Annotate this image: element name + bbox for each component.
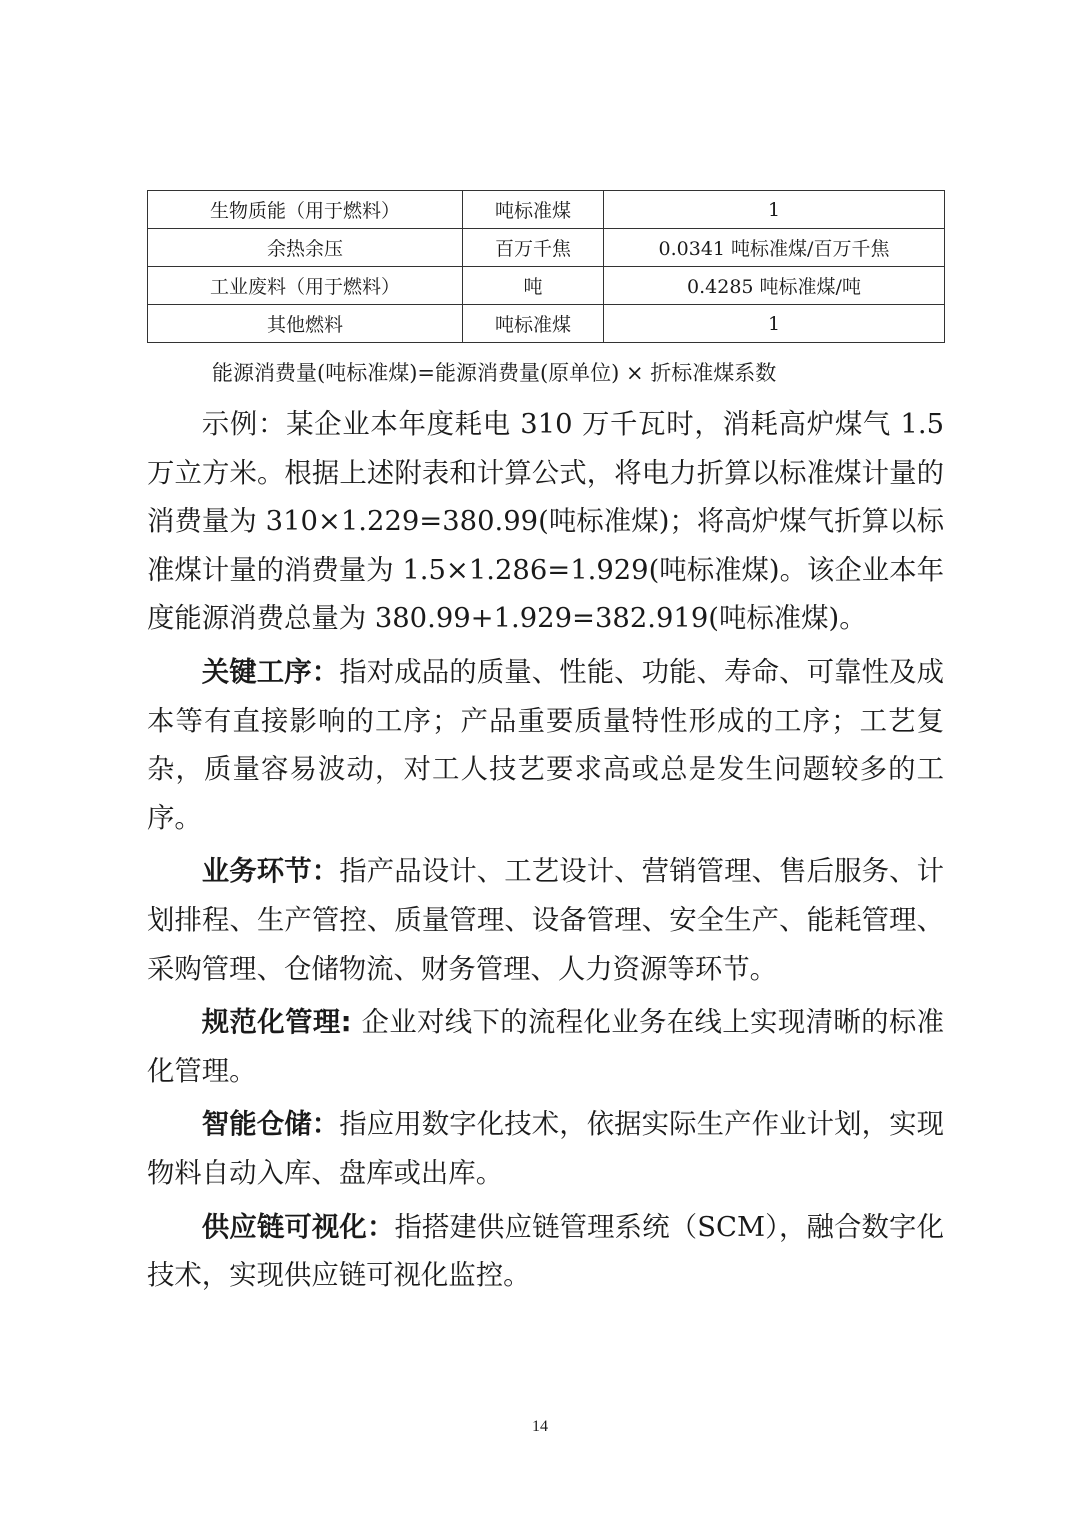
energy-formula: 能源消费量(吨标准煤)=能源消费量(原单位) × 折标准煤系数	[212, 361, 777, 385]
unit-cell: 吨	[463, 267, 604, 305]
energy-type-cell: 余热余压	[148, 229, 463, 267]
definition-text: 企业对线下的流程化业务在线上实现清晰的标准化管理。	[147, 1007, 944, 1087]
definition-paragraph	[147, 649, 944, 843]
coefficient-cell: 1	[604, 191, 945, 229]
unit-cell: 吨标准煤	[463, 305, 604, 343]
table-row	[148, 305, 945, 343]
coefficient-cell: 0.0341 吨标准煤/百万千焦	[604, 229, 945, 267]
page-number: 14	[532, 1418, 548, 1435]
unit-cell: 百万千焦	[463, 229, 604, 267]
definition-paragraph	[147, 1204, 944, 1301]
definition-text: 指搭建供应链管理系统（SCM），融合数字化技术，实现供应链可视化监控。	[147, 1211, 944, 1292]
unit-cell: 吨标准煤	[463, 191, 604, 229]
table-row	[148, 191, 945, 229]
definition-term: 规范化管理:	[201, 1007, 362, 1039]
definition-term: 业务环节：	[201, 856, 340, 888]
body-text	[147, 401, 944, 1301]
coefficient-cell: 0.4285 吨标准煤/吨	[604, 267, 945, 305]
definition-paragraph	[147, 999, 944, 1096]
definition-term: 智能仓储：	[201, 1109, 340, 1141]
energy-type-cell: 工业废料（用于燃料）	[148, 267, 463, 305]
definition-text: 指产品设计、工艺设计、营销管理、售后服务、计划排程、生产管控、质量管理、设备管理、安全生产、能耗管理、采购管理、仓储物流、财务管理、人力资源等环节。	[147, 856, 944, 985]
definition-paragraph	[147, 848, 944, 994]
table-row	[148, 229, 945, 267]
definition-text: 指应用数字化技术，依据实际生产作业计划，实现物料自动入库、盘库或出库。	[147, 1109, 944, 1189]
table-row	[148, 267, 945, 305]
energy-type-cell: 生物质能（用于燃料）	[148, 191, 463, 229]
example-paragraph: 示例：某企业本年度耗电 310 万千瓦时，消耗高炉煤气 1.5 万立方米。根据上述附表和计算公式，将电力折算以标准煤计量的消费量为 310×1.229=380.99(吨标准煤)；将高炉煤气折算以标准煤计量的消费量为 1.5×1.286=1.929(吨标准煤)。该企业本年度能源消费总量为 380.99+1.929=382.919(吨标准煤)。	[147, 409, 944, 635]
definition-paragraph	[147, 1101, 944, 1198]
definition-term: 关键工序：	[201, 656, 340, 688]
definition-text: 指对成品的质量、性能、功能、寿命、可靠性及成本等有直接影响的工序；产品重要质量特性形成的工序；工艺复杂，质量容易波动，对工人技艺要求高或总是发生问题较多的工序。	[147, 656, 944, 834]
definition-term: 供应链可视化：	[201, 1211, 395, 1243]
coefficient-cell: 1	[604, 305, 945, 343]
conversion-table	[147, 190, 945, 343]
energy-type-cell: 其他燃料	[148, 305, 463, 343]
